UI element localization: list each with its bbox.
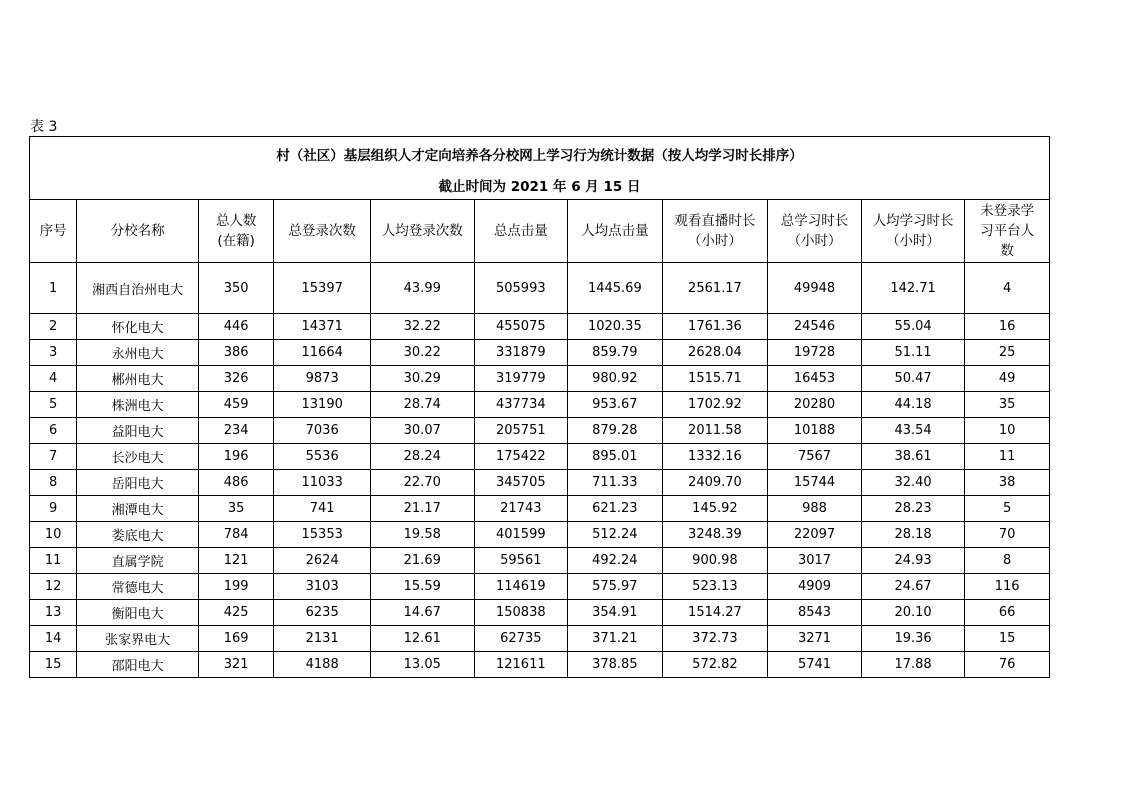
table-cell: 321	[198, 652, 273, 678]
header-avg-clicks: 人均点击量	[568, 200, 663, 263]
table-cell: 5741	[768, 652, 862, 678]
table-cell: 4	[30, 366, 77, 392]
table-cell: 205751	[474, 418, 568, 444]
table-cell: 401599	[474, 522, 568, 548]
table-cell: 142.71	[861, 263, 965, 314]
table-cell: 50.47	[861, 366, 965, 392]
table-row	[30, 626, 1050, 652]
table-cell: 益阳电大	[77, 418, 199, 444]
table-cell: 郴州电大	[77, 366, 199, 392]
table-cell: 199	[198, 574, 273, 600]
table-cell: 15397	[274, 263, 371, 314]
table-cell: 711.33	[568, 470, 663, 496]
table-cell: 459	[198, 392, 273, 418]
table-cell: 6	[30, 418, 77, 444]
table-cell: 121611	[474, 652, 568, 678]
table-cell: 446	[198, 314, 273, 340]
header-not-logged-in: 未登录学 习平台人 数	[965, 200, 1050, 263]
table-cell: 1332.16	[662, 444, 768, 470]
table-cell: 13.05	[370, 652, 474, 678]
table-cell: 直属学院	[77, 548, 199, 574]
table-cell: 43.54	[861, 418, 965, 444]
table-row	[30, 548, 1050, 574]
table-cell: 15744	[768, 470, 862, 496]
table-cell: 4188	[274, 652, 371, 678]
table-cell: 岳阳电大	[77, 470, 199, 496]
table-cell: 38	[965, 470, 1050, 496]
table-cell: 13	[30, 600, 77, 626]
table-cell: 345705	[474, 470, 568, 496]
table-cell: 30.07	[370, 418, 474, 444]
table-cell: 116	[965, 574, 1050, 600]
table-cell: 49	[965, 366, 1050, 392]
table-title: 村（社区）基层组织人才定向培养各分校网上学习行为统计数据（按人均学习时长排序）	[30, 137, 1050, 172]
table-cell: 10188	[768, 418, 862, 444]
table-cell: 2561.17	[662, 263, 768, 314]
table-cell: 988	[768, 496, 862, 522]
table-cell: 24546	[768, 314, 862, 340]
table-cell: 512.24	[568, 522, 663, 548]
table-cell: 35	[965, 392, 1050, 418]
table-cell: 1445.69	[568, 263, 663, 314]
table-cell: 175422	[474, 444, 568, 470]
table-cell: 900.98	[662, 548, 768, 574]
table-cell: 24.67	[861, 574, 965, 600]
table-cell: 28.24	[370, 444, 474, 470]
table-cell: 386	[198, 340, 273, 366]
table-cell: 常德电大	[77, 574, 199, 600]
header-total-logins: 总登录次数	[274, 200, 371, 263]
table-cell: 13190	[274, 392, 371, 418]
table-cell: 30.22	[370, 340, 474, 366]
table-cell: 455075	[474, 314, 568, 340]
statistics-table	[29, 136, 1050, 678]
table-cell: 2628.04	[662, 340, 768, 366]
table-cell: 1020.35	[568, 314, 663, 340]
table-cell: 19728	[768, 340, 862, 366]
table-cell: 15	[30, 652, 77, 678]
table-cell: 20.10	[861, 600, 965, 626]
table-cell: 11	[30, 548, 77, 574]
table-cell: 1761.36	[662, 314, 768, 340]
table-cell: 7	[30, 444, 77, 470]
table-cell: 3	[30, 340, 77, 366]
table-cell: 5	[965, 496, 1050, 522]
table-cell: 492.24	[568, 548, 663, 574]
table-cell: 150838	[474, 600, 568, 626]
table-cell: 株洲电大	[77, 392, 199, 418]
table-cell: 12.61	[370, 626, 474, 652]
table-cell: 371.21	[568, 626, 663, 652]
header-index: 序号	[30, 200, 77, 263]
table-cell: 55.04	[861, 314, 965, 340]
table-cell: 25	[965, 340, 1050, 366]
table-cell: 湘潭电大	[77, 496, 199, 522]
table-cell: 28.74	[370, 392, 474, 418]
table-row	[30, 314, 1050, 340]
table-cell: 28.23	[861, 496, 965, 522]
table-row	[30, 263, 1050, 314]
table-cell: 22097	[768, 522, 862, 548]
table-row	[30, 600, 1050, 626]
table-cell: 7036	[274, 418, 371, 444]
table-cell: 114619	[474, 574, 568, 600]
header-live-hours: 观看直播时长 （小时）	[662, 200, 768, 263]
table-cell: 4	[965, 263, 1050, 314]
table-cell: 895.01	[568, 444, 663, 470]
table-cell: 2131	[274, 626, 371, 652]
table-cell: 3017	[768, 548, 862, 574]
table-cell: 784	[198, 522, 273, 548]
table-cell: 32.40	[861, 470, 965, 496]
table-cell: 437734	[474, 392, 568, 418]
table-cell: 12	[30, 574, 77, 600]
table-cell: 9873	[274, 366, 371, 392]
table-cell: 49948	[768, 263, 862, 314]
table-cell: 28.18	[861, 522, 965, 548]
header-avg-study-hours: 人均学习时长 （小时）	[861, 200, 965, 263]
table-cell: 331879	[474, 340, 568, 366]
table-cell: 354.91	[568, 600, 663, 626]
table-cell: 62735	[474, 626, 568, 652]
table-cell: 121	[198, 548, 273, 574]
table-cell: 11	[965, 444, 1050, 470]
table-cell: 16453	[768, 366, 862, 392]
table-cell: 350	[198, 263, 273, 314]
table-cell: 张家界电大	[77, 626, 199, 652]
table-cell: 486	[198, 470, 273, 496]
table-row	[30, 652, 1050, 678]
header-avg-logins: 人均登录次数	[370, 200, 474, 263]
table-cell: 326	[198, 366, 273, 392]
table-cell: 衡阳电大	[77, 600, 199, 626]
table-cell: 10	[30, 522, 77, 548]
table-cell: 8	[30, 470, 77, 496]
table-cell: 372.73	[662, 626, 768, 652]
table-cell: 14371	[274, 314, 371, 340]
table-cell: 19.58	[370, 522, 474, 548]
header-total-study-hours: 总学习时长 （小时）	[768, 200, 862, 263]
table-row	[30, 470, 1050, 496]
table-row	[30, 340, 1050, 366]
table-cell: 575.97	[568, 574, 663, 600]
table-cell: 879.28	[568, 418, 663, 444]
header-branch-name: 分校名称	[77, 200, 199, 263]
header-row	[30, 200, 1050, 263]
table-cell: 66	[965, 600, 1050, 626]
table-cell: 湘西自治州电大	[77, 263, 199, 314]
table-cell: 859.79	[568, 340, 663, 366]
table-cell: 2011.58	[662, 418, 768, 444]
table-cell: 76	[965, 652, 1050, 678]
table-cell: 11033	[274, 470, 371, 496]
table-cell: 永州电大	[77, 340, 199, 366]
table-cell: 24.93	[861, 548, 965, 574]
table-cell: 38.61	[861, 444, 965, 470]
table-cell: 35	[198, 496, 273, 522]
table-cell: 319779	[474, 366, 568, 392]
table-cell: 21743	[474, 496, 568, 522]
table-cell: 22.70	[370, 470, 474, 496]
table-cell: 44.18	[861, 392, 965, 418]
table-cell: 20280	[768, 392, 862, 418]
table-cell: 43.99	[370, 263, 474, 314]
table-cell: 19.36	[861, 626, 965, 652]
table-cell: 21.69	[370, 548, 474, 574]
table-cell: 长沙电大	[77, 444, 199, 470]
table-cell: 15.59	[370, 574, 474, 600]
table-cell: 70	[965, 522, 1050, 548]
table-cell: 10	[965, 418, 1050, 444]
table-cell: 21.17	[370, 496, 474, 522]
table-cell: 16	[965, 314, 1050, 340]
table-cell: 523.13	[662, 574, 768, 600]
table-cell: 196	[198, 444, 273, 470]
table-cell: 51.11	[861, 340, 965, 366]
table-cell: 145.92	[662, 496, 768, 522]
table-cell: 1515.71	[662, 366, 768, 392]
table-cell: 15	[965, 626, 1050, 652]
table-cell: 7567	[768, 444, 862, 470]
table-cell: 5536	[274, 444, 371, 470]
table-cell: 5	[30, 392, 77, 418]
table-row	[30, 418, 1050, 444]
table-row	[30, 392, 1050, 418]
table-cell: 2409.70	[662, 470, 768, 496]
table-row	[30, 574, 1050, 600]
table-cell: 14.67	[370, 600, 474, 626]
table-cell: 11664	[274, 340, 371, 366]
table-cell: 3248.39	[662, 522, 768, 548]
table-cell: 3271	[768, 626, 862, 652]
table-cell: 1702.92	[662, 392, 768, 418]
table-row	[30, 496, 1050, 522]
table-label: 表 3	[30, 119, 58, 135]
table-cell: 邵阳电大	[77, 652, 199, 678]
table-row	[30, 366, 1050, 392]
table-cell: 2	[30, 314, 77, 340]
table-cell: 234	[198, 418, 273, 444]
table-cell: 32.22	[370, 314, 474, 340]
table-cell: 8	[965, 548, 1050, 574]
table-cell: 娄底电大	[77, 522, 199, 548]
table-cell: 425	[198, 600, 273, 626]
header-total-clicks: 总点击量	[474, 200, 568, 263]
table-cell: 4909	[768, 574, 862, 600]
table-cell: 15353	[274, 522, 371, 548]
table-cell: 6235	[274, 600, 371, 626]
table-cell: 30.29	[370, 366, 474, 392]
table-cell: 1514.27	[662, 600, 768, 626]
table-cell: 2624	[274, 548, 371, 574]
table-cell: 741	[274, 496, 371, 522]
table-cell: 953.67	[568, 392, 663, 418]
header-total-enrolled: 总人数 (在籍)	[198, 200, 273, 263]
table-cell: 14	[30, 626, 77, 652]
cutoff-date: 截止时间为 2021 年 6 月 15 日	[30, 171, 1050, 200]
table-cell: 1	[30, 263, 77, 314]
table-cell: 3103	[274, 574, 371, 600]
table-cell: 8543	[768, 600, 862, 626]
table-cell: 怀化电大	[77, 314, 199, 340]
table-cell: 980.92	[568, 366, 663, 392]
table-cell: 169	[198, 626, 273, 652]
table-cell: 572.82	[662, 652, 768, 678]
table-cell: 9	[30, 496, 77, 522]
table-cell: 59561	[474, 548, 568, 574]
table-row	[30, 444, 1050, 470]
table-cell: 505993	[474, 263, 568, 314]
table-row	[30, 522, 1050, 548]
table-cell: 621.23	[568, 496, 663, 522]
table-cell: 17.88	[861, 652, 965, 678]
table-cell: 378.85	[568, 652, 663, 678]
